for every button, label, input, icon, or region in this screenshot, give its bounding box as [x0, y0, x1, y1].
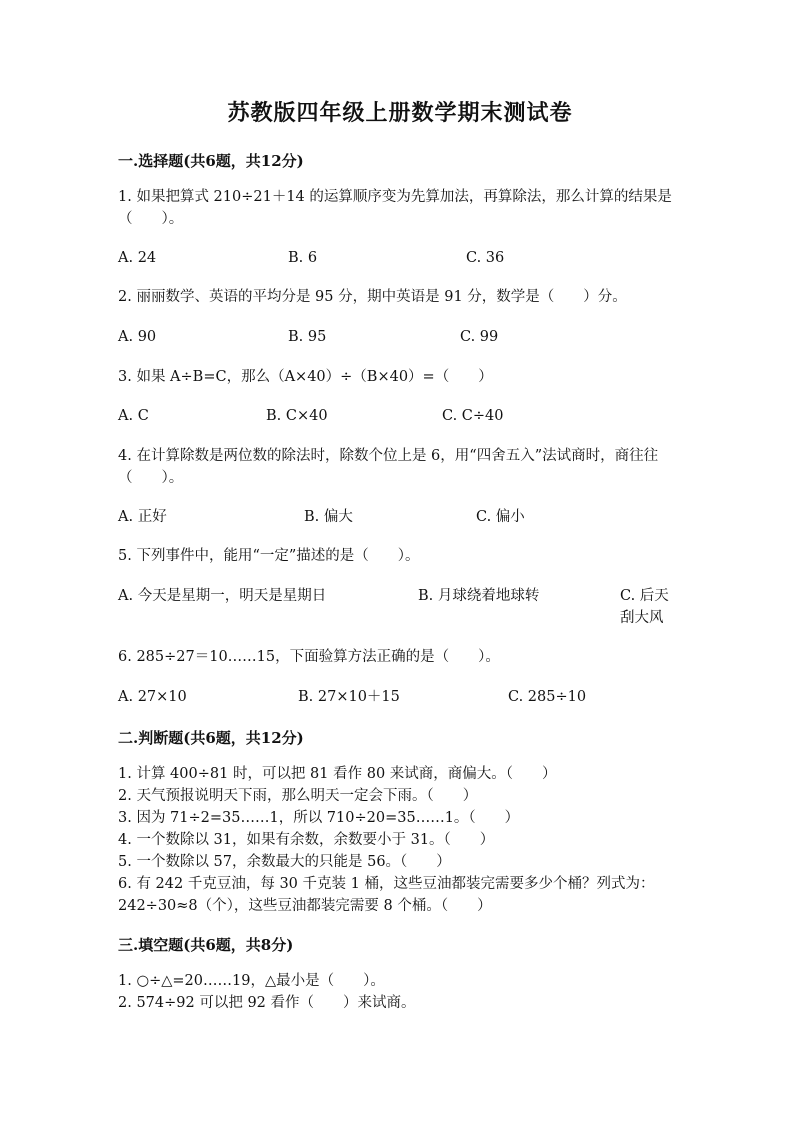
option-a: A. 今天是星期一，明天是星期日: [118, 588, 327, 604]
judgment-item: 3. 因为 71÷2=35……1，所以 710÷20=35……1。（ ）: [118, 810, 520, 826]
option-c: C. 99: [460, 329, 499, 345]
fill-item: 2. 574÷92 可以把 92 看作（ ）来试商。: [118, 995, 416, 1011]
option-a: A. 27×10: [118, 689, 187, 705]
option-b: B. 6: [288, 250, 318, 266]
section-heading-fill: 三.填空题(共6题，共8分): [118, 936, 294, 954]
section-heading-judgment: 二.判断题(共6题，共12分): [118, 729, 304, 747]
option-c: C. C÷40: [442, 408, 504, 424]
question-text: 2. 丽丽数学、英语的平均分是 95 分，期中英语是 91 分，数学是（ ）分。: [118, 289, 627, 305]
option-c: C. 后天刮大风: [620, 588, 669, 626]
question-text: 6. 285÷27＝10……15，下面验算方法正确的是（ ）。: [118, 649, 500, 665]
option-b: B. 95: [288, 329, 327, 345]
question-text: 5. 下列事件中，能用“一定”描述的是（ ）。: [118, 548, 420, 564]
question-text: 3. 如果 A÷B=C，那么（A×40）÷（B×40）=（ ）: [118, 369, 493, 385]
page-title: 苏教版四年级上册数学期末测试卷: [227, 100, 573, 126]
judgment-item: 6. 有 242 千克豆油，每 30 千克装 1 桶，这些豆油都装完需要多少个桶？列式为：242÷30≈8（个），这些豆油都装完需要 8 个桶。（ ）: [118, 876, 655, 914]
judgment-item: 5. 一个数除以 57，余数最大的只能是 56。（ ）: [118, 854, 451, 870]
fill-item: 1. ○÷△=20……19，△最小是（ ）。: [118, 973, 385, 989]
section-heading-choice: 一.选择题(共6题，共12分): [118, 152, 304, 170]
judgment-item: 2. 天气预报说明天下雨，那么明天一定会下雨。（ ）: [118, 788, 478, 804]
question-text: 1. 如果把算式 210÷21＋14 的运算顺序变为先算加法，再算除法，那么计算的结果是（ ）。: [118, 189, 672, 227]
option-row: [118, 585, 678, 629]
question-text: 4. 在计算除数是两位数的除法时，除数个位上是 6，用“四舍五入”法试商时，商往往（ ）。: [118, 448, 659, 486]
option-row: [118, 686, 678, 708]
option-b: B. 月球绕着地球转: [418, 588, 540, 604]
option-b: B. 27×10＋15: [298, 689, 400, 705]
option-a: A. 24: [118, 250, 157, 266]
option-a: A. C: [118, 408, 149, 424]
option-row: [118, 405, 678, 427]
option-row: [118, 326, 678, 348]
judgment-item: 1. 计算 400÷81 时，可以把 81 看作 80 来试商，商偏大。（ ）: [118, 766, 557, 782]
option-row: [118, 247, 678, 269]
option-b: B. C×40: [266, 408, 328, 424]
judgment-item: 4. 一个数除以 31，如果有余数，余数要小于 31。（ ）: [118, 832, 495, 848]
option-a: A. 90: [118, 329, 157, 345]
option-c: C. 偏小: [476, 509, 525, 525]
option-row: [118, 506, 678, 528]
option-c: C. 285÷10: [508, 689, 587, 705]
option-b: B. 偏大: [304, 509, 353, 525]
option-a: A. 正好: [118, 509, 167, 525]
option-c: C. 36: [466, 250, 505, 266]
